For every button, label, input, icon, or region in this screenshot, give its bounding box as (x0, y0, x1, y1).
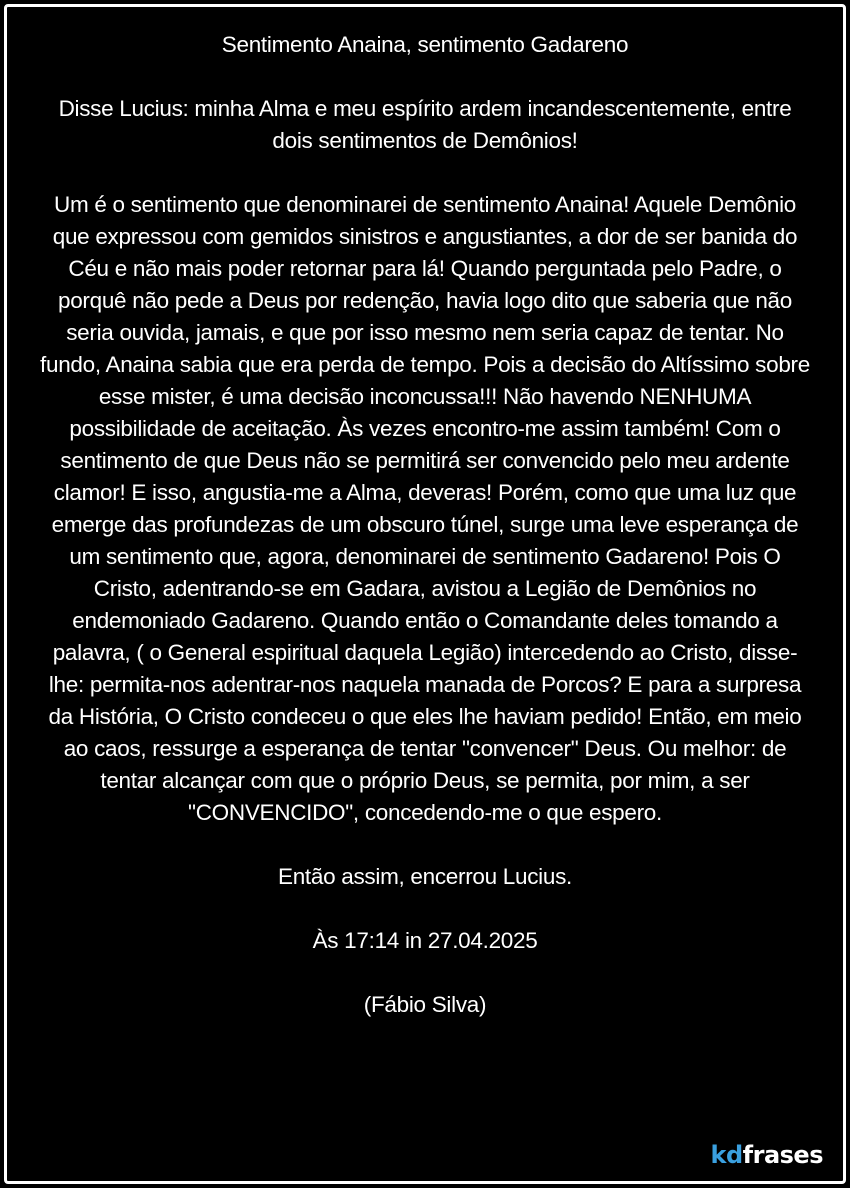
quote-timestamp: Às 17:14 in 27.04.2025 (312, 928, 538, 953)
quote-content (37, 29, 813, 1053)
quote-closing: Então assim, encerrou Lucius. (278, 864, 572, 889)
card-border (4, 4, 846, 1184)
kdfrases-logo[interactable] (711, 1141, 823, 1169)
quote-title: Sentimento Anaina, sentimento Gadareno (221, 32, 629, 57)
quote-intro: Disse Lucius: minha Alma e meu espírito ardem incandescentemente, entre dois sentimentos de Demônios! (58, 96, 792, 153)
logo-frases-text: frases (742, 1141, 823, 1169)
logo-kd-text: kd (710, 1141, 743, 1169)
quote-author: (Fábio Silva) (363, 992, 487, 1017)
quote-body: Um é o sentimento que denominarei de sentimento Anaina! Aquele Demônio que expressou com gemidos sinistros e angustiantes, a dor de ser banida do Céu e não mais poder retornar para lá! Quando perguntada pelo Padre, o porquê não pede a Deus por redenção, havia logo dito que saberia que não seria ouvida, jamais, e que por isso mesmo nem seria capaz de tentar. No fundo, Anaina sabia que era perda de tempo. Pois a decisão do Altíssimo sobre esse mister, é uma decisão inconcussa!!! Não havendo NENHUMA possibilidade de aceitação. Às vezes encontro-me assim também! Com o sentimento de que Deus não se permitirá ser convencido pelo meu ardente clamor! E isso, angustia-me a Alma, deveras! Porém, como que uma luz que emerge das profundezas de um obscuro túnel, surge uma leve esperança de um sentimento que, agora, denominarei de sentimento Gadareno! Pois O Cristo, adentrando-se em Gadara, avistou a Legião de Demônios no endemoniado Gadareno. Quando então o Comandante deles tomando a palavra, ( o General espiritual daquela Legião) intercedendo ao Cristo, disse-lhe: permita-nos adentrar-nos naquela manada de Porcos? E para a surpresa da História, O Cristo condeceu o que eles lhe haviam pedido! Então, em meio ao caos, ressurge a esperança de tentar "convencer" Deus. Ou melhor: de tentar alcançar com que o próprio Deus, se permita, por mim, a ser "CONVENCIDO", concedendo-me o que espero. (40, 192, 810, 825)
